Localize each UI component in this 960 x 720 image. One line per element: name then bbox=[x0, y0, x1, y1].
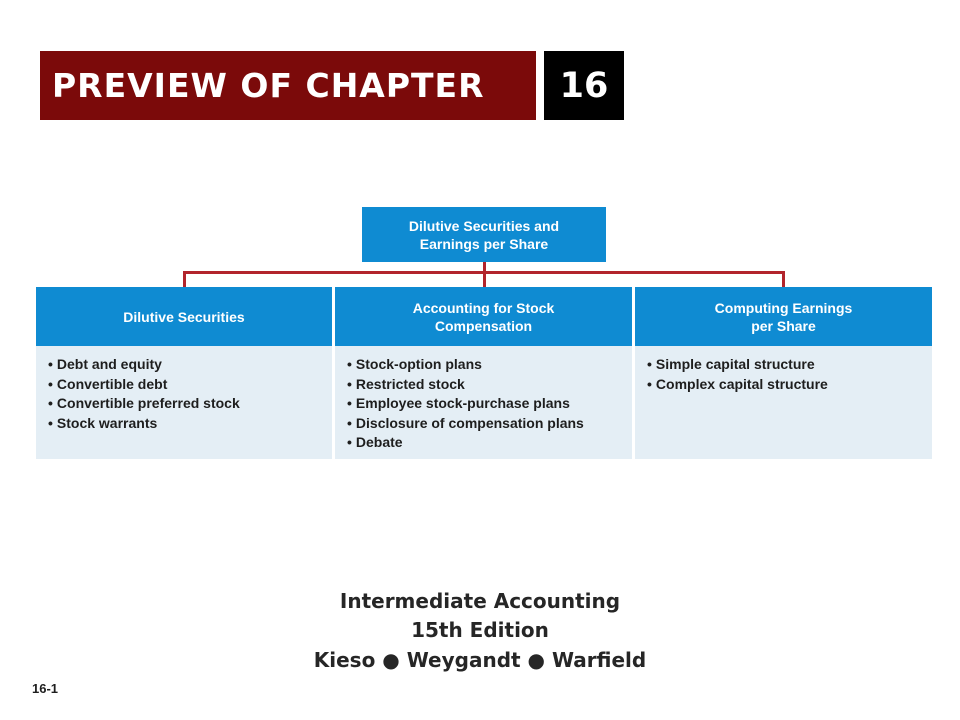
root-node-label: Dilutive Securities and Earnings per Share bbox=[408, 217, 560, 252]
branch-heading-dilutive-securities bbox=[36, 287, 332, 346]
connector-left-drop bbox=[183, 271, 186, 287]
banner-title: PREVIEW OF CHAPTER bbox=[52, 66, 485, 105]
chapter-preview-banner bbox=[40, 51, 536, 120]
slide-number: 16-1 bbox=[32, 681, 59, 696]
book-edition: 15th Edition bbox=[411, 618, 549, 642]
book-authors: Kieso ● Weygandt ● Warfield bbox=[313, 648, 647, 672]
branch-heading-label: Accounting for Stock Compensation bbox=[412, 299, 555, 334]
chapter-number: 16 bbox=[559, 65, 609, 106]
chapter-number-box bbox=[544, 51, 624, 120]
branch-heading-computing-eps bbox=[635, 287, 932, 346]
list-item: • Convertible preferred stock bbox=[48, 394, 332, 414]
branch-heading-stock-compensation bbox=[335, 287, 632, 346]
branch-body-dilutive-securities bbox=[36, 346, 332, 459]
root-node bbox=[362, 207, 606, 262]
connector-middle-drop bbox=[483, 271, 486, 287]
branch-heading-label: Computing Earnings per Share bbox=[714, 299, 853, 334]
list-item: • Restricted stock bbox=[347, 375, 632, 395]
list-item: • Disclosure of compensation plans bbox=[347, 414, 632, 434]
branch-body-stock-compensation bbox=[335, 346, 632, 459]
branch-body-computing-eps bbox=[635, 346, 932, 459]
list-item: • Employee stock-purchase plans bbox=[347, 394, 632, 414]
list-item: • Complex capital structure bbox=[647, 375, 932, 395]
branch-heading-label: Dilutive Securities bbox=[123, 308, 245, 325]
list-item: • Stock-option plans bbox=[347, 355, 632, 375]
connector-right-drop bbox=[782, 271, 785, 287]
branch-item-list bbox=[48, 355, 332, 433]
list-item: • Stock warrants bbox=[48, 414, 332, 434]
list-item: • Convertible debt bbox=[48, 375, 332, 395]
branch-item-list bbox=[647, 355, 932, 394]
branch-item-list bbox=[347, 355, 632, 453]
list-item: • Simple capital structure bbox=[647, 355, 932, 375]
book-title: Intermediate Accounting bbox=[339, 589, 621, 613]
list-item: • Debate bbox=[347, 433, 632, 453]
list-item: • Debt and equity bbox=[48, 355, 332, 375]
